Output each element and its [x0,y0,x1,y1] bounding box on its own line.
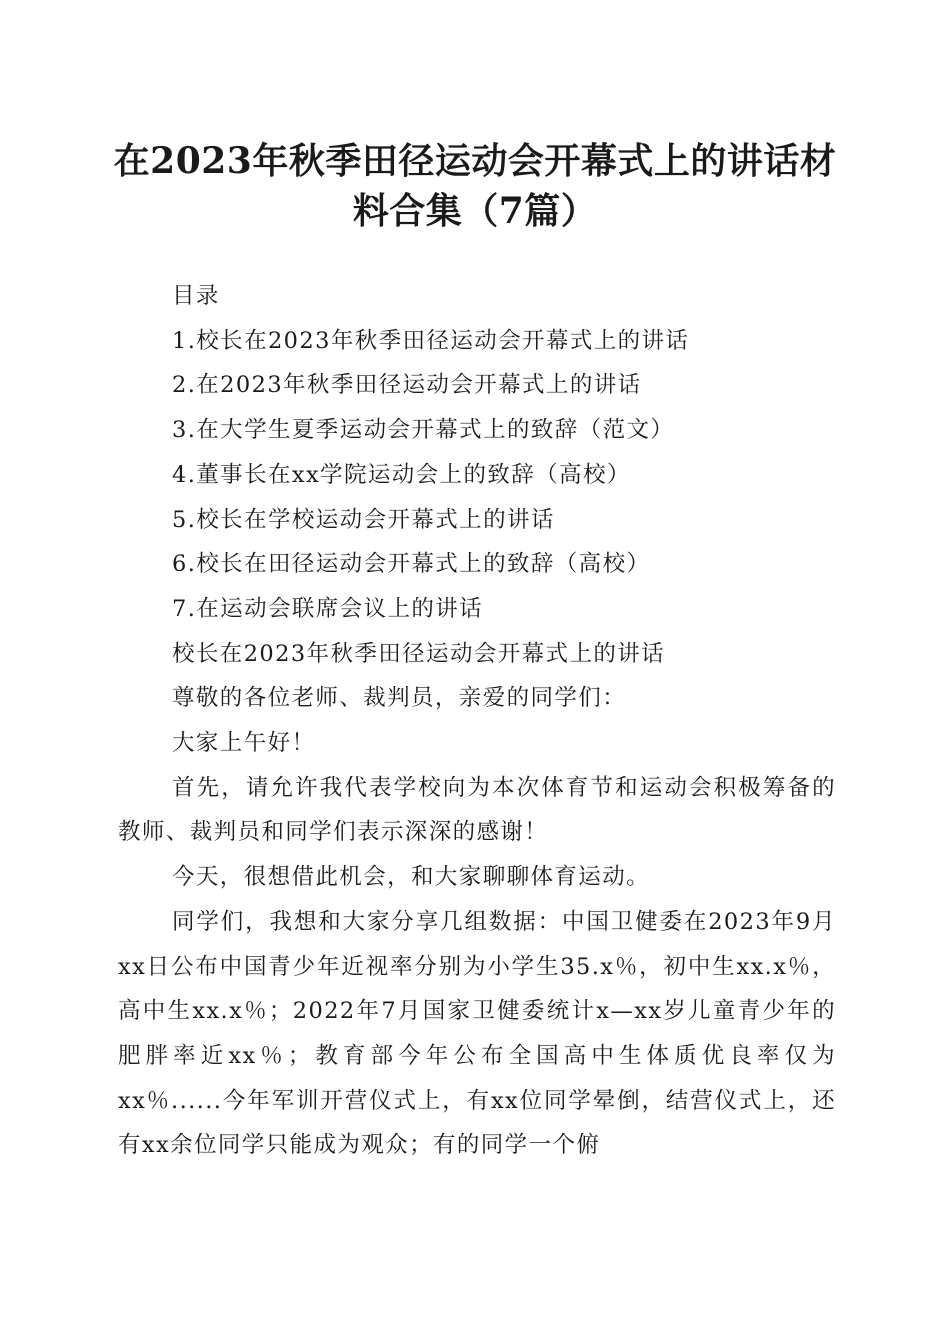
toc-item: 7.在运动会联席会议上的讲话 [172,595,484,622]
title-line-1: 在2023年秋季田径运动会开幕式上的讲话材 [113,140,837,182]
toc-item: 1.校长在2023年秋季田径运动会开幕式上的讲话 [172,327,690,354]
toc-item: 3.在大学生夏季运动会开幕式上的致辞（范文） [172,417,675,444]
toc-item: 2.在2023年秋季田径运动会开幕式上的讲话 [172,372,642,399]
document-body [118,274,836,1168]
greeting: 大家上午好！ [172,730,316,757]
toc-item: 6.校长在田径运动会开幕式上的致辞（高校） [172,551,651,578]
document-title [100,136,850,236]
section-title: 校长在2023年秋季田径运动会开幕式上的讲话 [172,640,666,667]
toc-heading: 目录 [172,283,220,309]
body-paragraph: 首先，请允许我代表学校向为本次体育节和运动会积极筹备的教师、裁判员和同学们表示深深的感谢！ [118,774,836,846]
title-line-2: 料合集（7篇） [352,190,598,232]
salutation: 尊敬的各位老师、裁判员，亲爱的同学们： [172,685,627,712]
toc-item: 5.校长在学校运动会开幕式上的讲话 [172,506,555,533]
body-paragraph: 今天，很想借此机会，和大家聊聊体育运动。 [172,864,651,891]
body-paragraph: 同学们，我想和大家分享几组数据：中国卫健委在2023年9月xx日公布中国青少年近视率分别为小学生35.x％，初中生xx.x％，高中生xx.x％；2022年7月国家卫健委统计x—xx岁儿童青少年的肥胖率近xx％；教育部今年公布全国高中生体质优良率仅为xx％......今年军训开营仪式上，有xx位同学晕倒，结营仪式上，还有xx余位同学只能成为观众；有的同学一个俯 [118,908,836,1159]
toc-item: 4.董事长在xx学院运动会上的致辞（高校） [172,461,631,488]
